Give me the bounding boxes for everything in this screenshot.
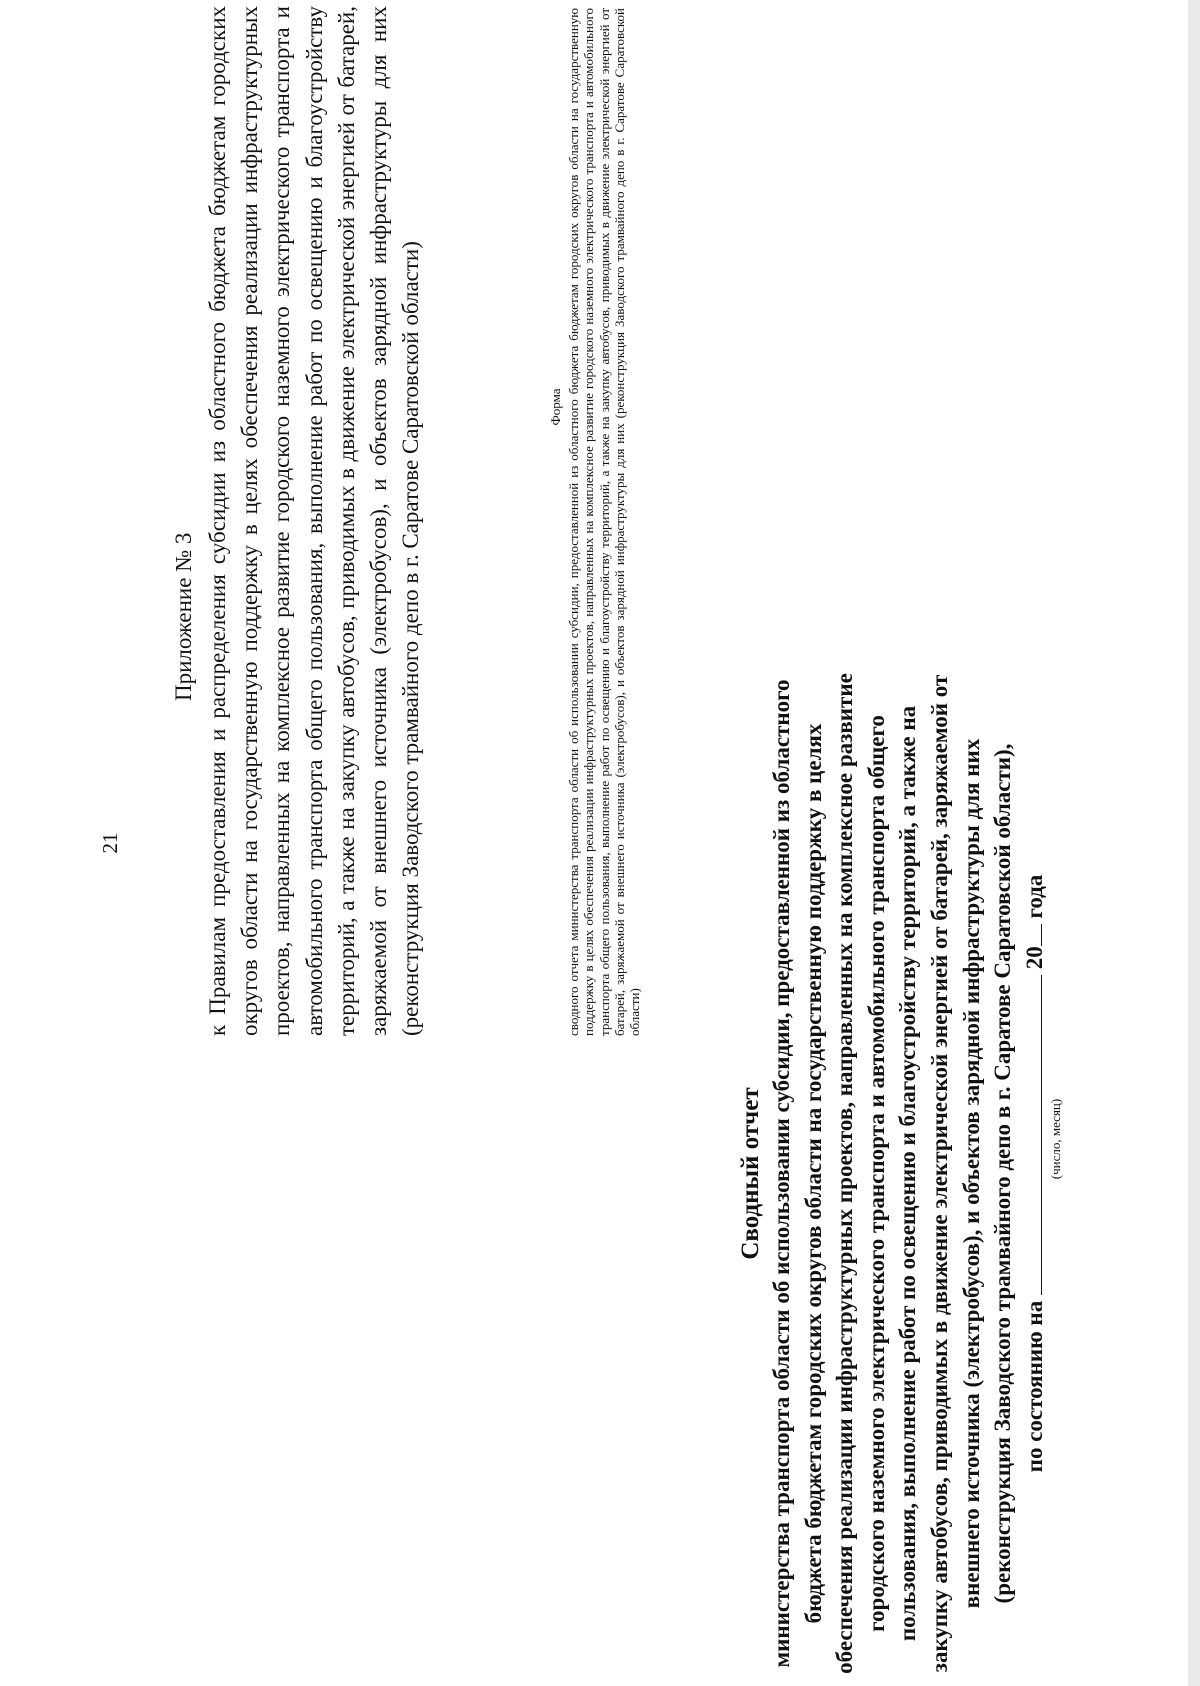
appendix-title: Приложение № 3 [171, 532, 196, 701]
page-number: 21 [98, 832, 122, 854]
appendix-text: к Правилам предоставления и распределения субсидии из областного бюджета бюджетам городских округов области на государственную поддержку в целях обеспечения реализации инфраструктурных проектов, направленных на комплексное развитие городского наземного электрического транспорта и автомобильного транспорта общего пользования, выполнение работ по освещению и благоустройству территорий, а также на закупку автобусов, приводимых в движение электрической энергией от батарей, заряжаемой от внешнего источника (электробусов), и объектов зарядной инфраструктуры для них (реконструкция Заводского трамвайного депо в г. Саратове Саратовской области) [205, 6, 424, 1036]
appendix-block [168, 6, 427, 1036]
year-blank-field [1023, 924, 1042, 946]
form-text: сводного отчета министерства транспорта области об использовании субсидии, предоставленной из областного бюджета бюджетам городских округов области на государственную поддержку в целях обеспечения реализации инфраструктурных проектов, направленных на комплексное развитие городского наземного электрического транспорта и автомобильного транспорта общего пользования, выполнение работ по освещению и благоустройству территорий, а также на закупку автобусов, приводимых в движение электрической энергией от батарей, заряжаемой от внешнего источника (электробусов), и объектов зарядной инфраструктуры для них (реконструкция Заводского трамвайного депо в г. Саратове Саратовской области) [566, 8, 643, 1036]
report-date-line [1019, 671, 1051, 1676]
year-suffix: года [1021, 874, 1047, 919]
year-prefix: 20 [1021, 946, 1047, 970]
date-blank-field [1023, 975, 1042, 1295]
date-hint: (число, месяц) [1048, 1098, 1063, 1180]
report-title: Сводный отчет [737, 1087, 764, 1260]
report-body: министерства транспорта области об использовании субсидии, предоставленной из областного бюджета бюджетам городских округов области на государственную поддержку в целях обеспечения реализации инфраструктурных проектов, направленных на комплексное развитие городского наземного электрического транспорта и автомобильного транспорта общего пользования, выполнение работ по освещению и благоустройству территорий, а также на закупку автобусов, приводимых в движение электрической энергией от батарей, заряжаемой от внешнего источника (электробусов), и объектов зарядной инфраструктуры для них (реконструкция Заводского трамвайного депо в г. Саратове Саратовской области), [769, 673, 1016, 1674]
form-label: Форма [548, 388, 563, 426]
date-prefix: по состоянию на [1021, 1300, 1047, 1473]
form-block [548, 8, 642, 1036]
report-block [735, 671, 1051, 1676]
